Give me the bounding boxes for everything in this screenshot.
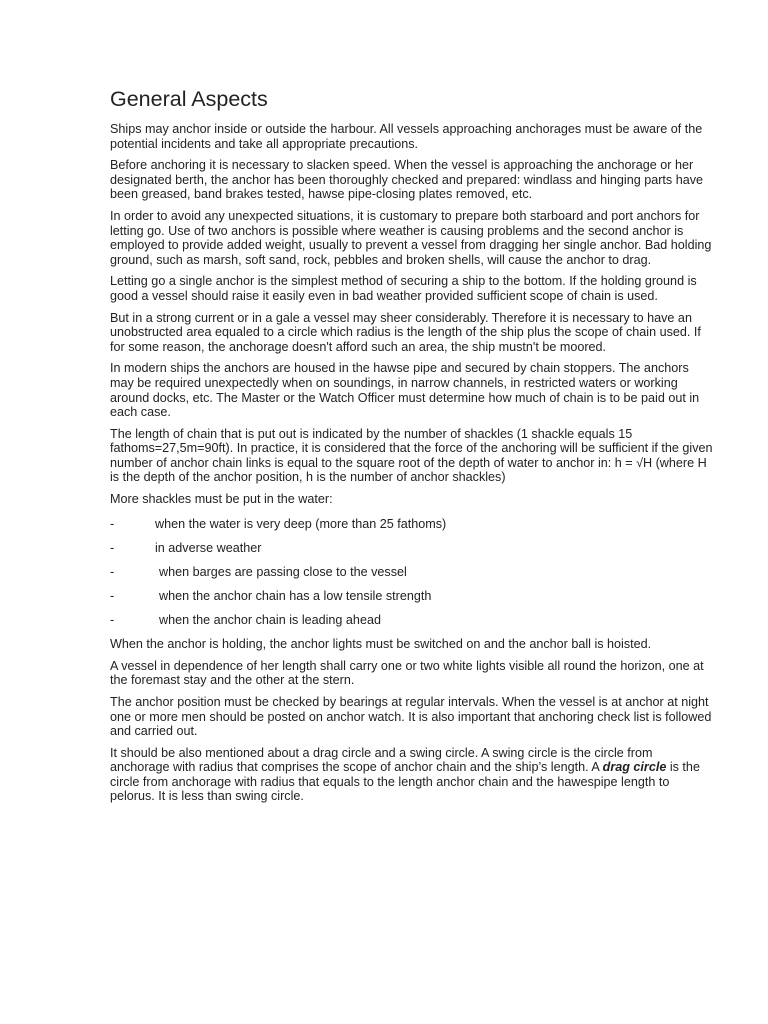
paragraph: In modern ships the anchors are housed in the hawse pipe and secured by chain stoppers. The anchors may be required unexpectedly when on soundings, in narrow channels, in restricted waters or working around docks, etc. The Master or the Watch Officer must determine how much of chain is to be paid out in each case.: [110, 361, 700, 420]
paragraph-text: is the circle from anchorage with radius that equals to the length anchor chain and the hawespipe length to pelorus. It is less than swing circle.: [110, 760, 700, 804]
list-item-text: when the water is very deep (more than 25 fathoms): [155, 516, 447, 531]
list-item: [110, 613, 715, 628]
list-dash: -: [110, 588, 115, 603]
paragraph: Ships may anchor inside or outside the harbour. All vessels approaching anchorages must be aware of the potential incidents and take all appropriate precautions.: [110, 122, 703, 151]
list-item: [110, 565, 715, 580]
paragraph: Letting go a single anchor is the simplest method of securing a ship to the bottom. If the holding ground is good a vessel should raise it easily even in bad weather provided sufficient scope of chain is used.: [110, 274, 697, 303]
drag-circle-term: drag circle: [602, 760, 667, 775]
paragraph: When the anchor is holding, the anchor lights must be switched on and the anchor ball is hoisted.: [110, 637, 652, 652]
shackles-list: [110, 517, 715, 628]
paragraph-drag-circle: [110, 746, 715, 804]
list-dash: -: [110, 613, 115, 628]
list-item: [110, 517, 715, 532]
list-dash: -: [110, 540, 115, 555]
paragraph: But in a strong current or in a gale a vessel may sheer considerably. Therefore it is necessary to have an unobstructed area equaled to a circle which radius is the length of the ship plus the scope of chain used. If for some reason, the anchorage doesn't afford such an area, the ship mustn't be moored.: [110, 310, 701, 354]
paragraph-text: It should be also mentioned about a drag circle and a swing circle. A swing circle is the circle from anchorage with radius that comprises the scope of anchor chain and the ship’s length. A: [110, 745, 653, 775]
list-item-text: in adverse weather: [155, 540, 262, 555]
page-title: General Aspects: [110, 87, 268, 111]
list-item: [110, 541, 715, 556]
paragraph: The anchor position must be checked by bearings at regular intervals. When the vessel is at anchor at night one or more men should be posted on anchor watch. It is also important that anchoring check list is followed and carried out.: [110, 694, 712, 739]
list-item-text: when the anchor chain has a low tensile strength: [159, 588, 432, 603]
list-item-text: when barges are passing close to the vessel: [159, 564, 407, 579]
list-dash: -: [110, 564, 115, 579]
paragraph: The length of chain that is put out is indicated by the number of shackles (1 shackle equals 15 fathoms=27,5m=90ft). In practice, it is considered that the force of the anchoring will be sufficient if the given number of anchor chain links is equal to the square root of the depth of water to anchor in: h = √H (where H is the depth of the anchor position, h is the number of anchor shackles): [110, 426, 713, 485]
paragraph: More shackles must be put in the water:: [110, 492, 333, 507]
list-dash: -: [110, 516, 115, 531]
document-page: [110, 86, 715, 811]
paragraph: In order to avoid any unexpected situations, it is customary to prepare both starboard and port anchors for letting go. Use of two anchors is possible where weather is causing problems and the second anchor is employed to provide added weight, usually to prevent a vessel from dragging her single anchor. Bad holding ground, such as marsh, soft sand, rock, pebbles and broken shells, will cause the anchor to drag.: [110, 208, 712, 267]
paragraph: A vessel in dependence of her length shall carry one or two white lights visible all round the horizon, one at the foremast stay and the other at the stern.: [110, 658, 704, 688]
list-item: [110, 589, 715, 604]
list-item-text: when the anchor chain is leading ahead: [159, 613, 381, 628]
paragraph: Before anchoring it is necessary to slacken speed. When the vessel is approaching the anchorage or her designated berth, the anchor has been thoroughly checked and prepared: windlass and hinging parts have been greased, band brakes tested, hawse pipe-closing plates removed, etc.: [110, 158, 704, 202]
